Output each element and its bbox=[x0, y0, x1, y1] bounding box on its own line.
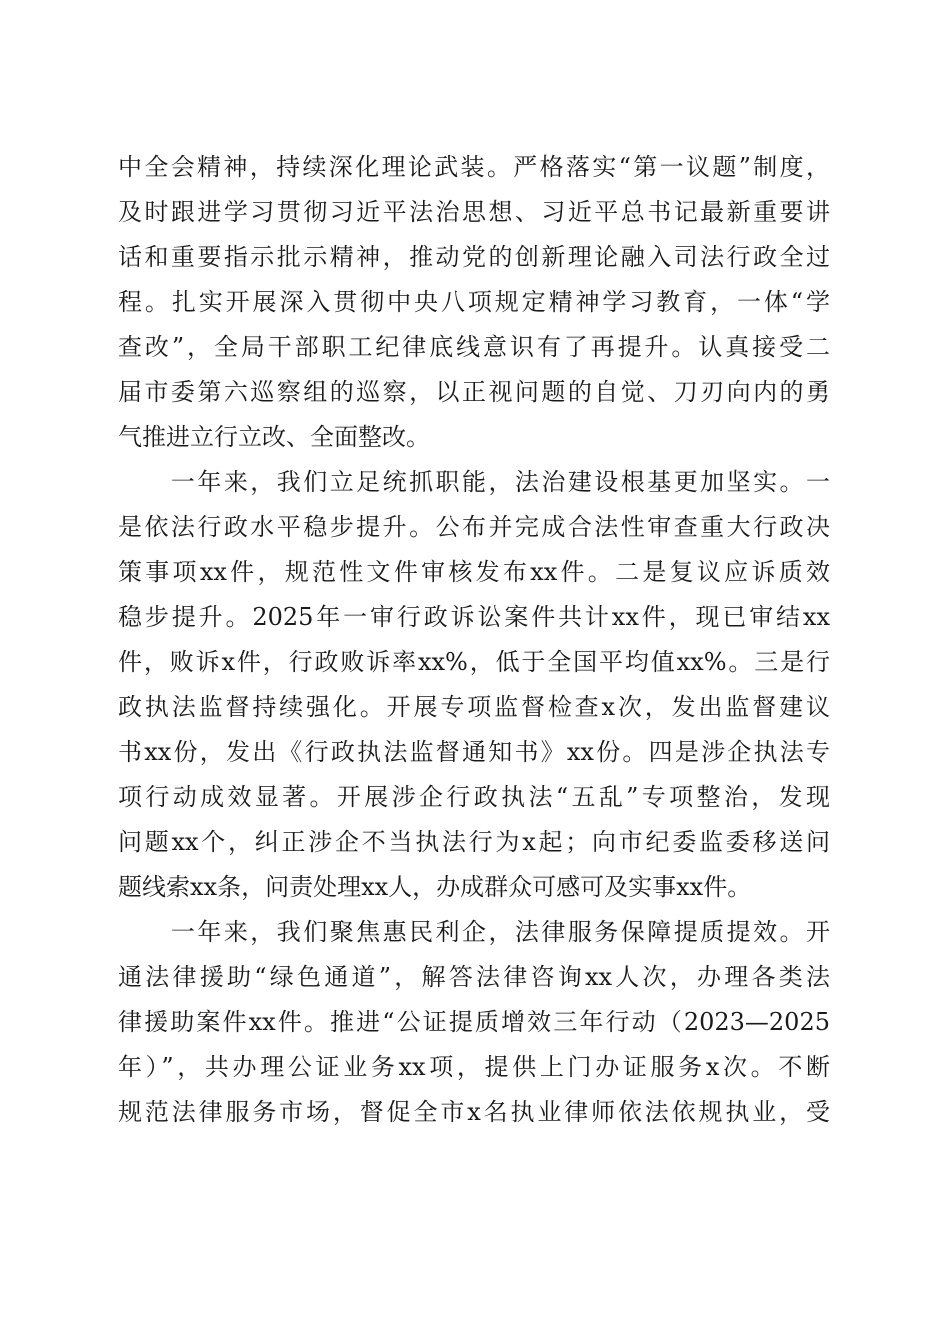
text-line: 规范法律服务市场，督促全市x名执业律师依法依规执业，受 bbox=[118, 1098, 830, 1126]
text-line: 稳步提升。2025年一审行政诉讼案件共计xx件，现已审结xx bbox=[118, 603, 830, 631]
text-line: 一年来，我们聚焦惠民利企，法律服务保障提质提效。开 bbox=[118, 918, 830, 946]
text-line: 及时跟进学习贯彻习近平法治思想、习近平总书记最新重要讲 bbox=[118, 198, 830, 226]
text-line: 中全会精神，持续深化理论武装。严格落实“第一议题”制度， bbox=[118, 153, 830, 181]
text-line: 气推进立行立改、全面整改。 bbox=[118, 423, 430, 451]
text-line: 是依法行政水平稳步提升。公布并完成合法性审查重大行政决 bbox=[118, 513, 830, 541]
text-line: 题线索xx条，问责处理xx人，办成群众可感可及实事xx件。 bbox=[118, 873, 752, 901]
text-line: 届市委第六巡察组的巡察，以正视问题的自觉、刀刃向内的勇 bbox=[118, 378, 830, 406]
text-line: 策事项xx件，规范性文件审核发布xx件。二是复议应诉质效 bbox=[118, 558, 830, 586]
text-line: 话和重要指示批示精神，推动党的创新理论融入司法行政全过 bbox=[118, 243, 830, 271]
text-line: 件，败诉x件，行政败诉率xx%，低于全国平均值xx%。三是行 bbox=[118, 648, 830, 676]
text-line: 项行动成效显著。开展涉企行政执法“五乱”专项整治，发现 bbox=[118, 783, 830, 811]
text-line: 律援助案件xx件。推进“公证提质增效三年行动（2023—2025 bbox=[118, 1008, 830, 1036]
text-line: 程。扎实开展深入贯彻中央八项规定精神学习教育，一体“学 bbox=[118, 288, 830, 316]
text-line: 一年来，我们立足统抓职能，法治建设根基更加坚实。一 bbox=[118, 468, 830, 496]
text-line: 年）”，共办理公证业务xx项，提供上门办证服务x次。不断 bbox=[118, 1053, 830, 1081]
text-line: 查改”，全局干部职工纪律底线意识有了再提升。认真接受二 bbox=[118, 333, 830, 361]
text-line: 书xx份，发出《行政执法监督通知书》xx份。四是涉企执法专 bbox=[118, 738, 830, 766]
text-line: 问题xx个，纠正涉企不当执法行为x起；向市纪委监委移送问 bbox=[118, 828, 830, 856]
text-line: 政执法监督持续强化。开展专项监督检查x次，发出监督建议 bbox=[118, 693, 830, 721]
text-line: 通法律援助“绿色通道”，解答法律咨询xx人次，办理各类法 bbox=[118, 963, 830, 991]
body-text bbox=[118, 145, 830, 1135]
